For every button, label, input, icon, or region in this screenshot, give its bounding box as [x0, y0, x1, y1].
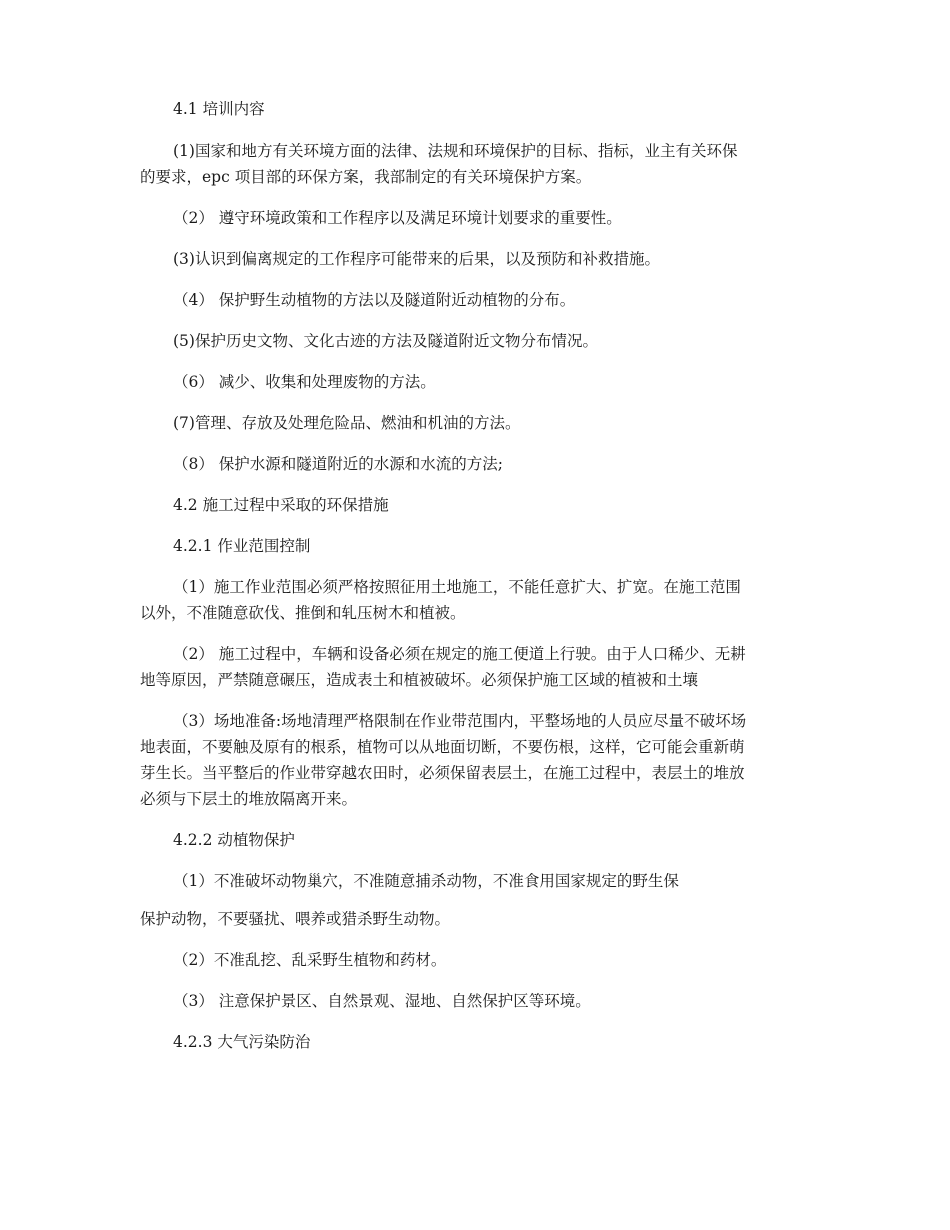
- scope-paragraph-2-line-1: （2） 施工过程中，车辆和设备必须在规定的施工便道上行驶。由于人口稀少、无耕: [173, 645, 746, 663]
- section-heading-4-1: 4.1 培训内容: [173, 100, 265, 118]
- paragraph-3: (3)认识到偏离规定的工作程序可能带来的后果，以及预防和补救措施。: [173, 250, 660, 268]
- scope-paragraph-3-line-2: 地表面，不要触及原有的根系，植物可以从地面切断，不要伤根，这样，它可能会重新萌: [140, 738, 745, 756]
- paragraph-4: （4） 保护野生动植物的方法以及隧道附近动植物的分布。: [173, 291, 576, 309]
- scope-paragraph-1-line-2: 以外，不准随意砍伐、推倒和轧压树木和植被。: [140, 604, 466, 622]
- scope-paragraph-2-line-2: 地等原因，严禁随意碾压，造成表土和植被破坏。必须保护施工区域的植被和土壤: [140, 671, 699, 689]
- paragraph-7: (7)管理、存放及处理危险品、燃油和机油的方法。: [173, 414, 521, 432]
- wildlife-paragraph-1-line-2: 保护动物，不要骚扰、喂养或猎杀野生动物。: [140, 910, 451, 928]
- section-heading-4-2-2: 4.2.2 动植物保护: [173, 831, 295, 849]
- section-heading-4-2: 4.2 施工过程中采取的环保措施: [173, 496, 389, 514]
- scope-paragraph-3-line-1: （3）场地准备:场地清理严格限制在作业带范围内，平整场地的人员应尽量不破坏场: [173, 712, 747, 730]
- paragraph-5: (5)保护历史文物、文化古迹的方法及隧道附近文物分布情况。: [173, 332, 598, 350]
- scope-paragraph-3-line-4: 必须与下层土的堆放隔离开来。: [140, 790, 358, 808]
- wildlife-paragraph-2: （2）不准乱挖、乱采野生植物和药材。: [173, 951, 447, 969]
- wildlife-paragraph-1-line-1: （1）不准破坏动物巢穴，不准随意捕杀动物，不准食用国家规定的野生保: [173, 872, 679, 890]
- section-heading-4-2-1: 4.2.1 作业范围控制: [173, 537, 311, 555]
- paragraph-2: （2） 遵守环境政策和工作程序以及满足环境计划要求的重要性。: [173, 209, 622, 227]
- scope-paragraph-1-line-1: （1）施工作业范围必须严格按照征用土地施工，不能任意扩大、扩宽。在施工范围: [173, 578, 741, 596]
- wildlife-paragraph-3: （3） 注意保护景区、自然景观、湿地、自然保护区等环境。: [173, 992, 591, 1010]
- section-heading-4-2-3: 4.2.3 大气污染防治: [173, 1033, 311, 1051]
- paragraph-6: （6） 减少、收集和处理废物的方法。: [173, 373, 436, 391]
- paragraph-1-line-1: (1)国家和地方有关环境方面的法律、法规和环境保护的目标、指标，业主有关环保: [173, 142, 738, 160]
- paragraph-8: （8） 保护水源和隧道附近的水源和水流的方法;: [173, 455, 504, 473]
- scope-paragraph-3-line-3: 芽生长。当平整后的作业带穿越农田时，必须保留表层土，在施工过程中，表层土的堆放: [140, 764, 745, 782]
- paragraph-1-line-2: 的要求，epc 项目部的环保方案，我部制定的有关环境保护方案。: [140, 168, 592, 186]
